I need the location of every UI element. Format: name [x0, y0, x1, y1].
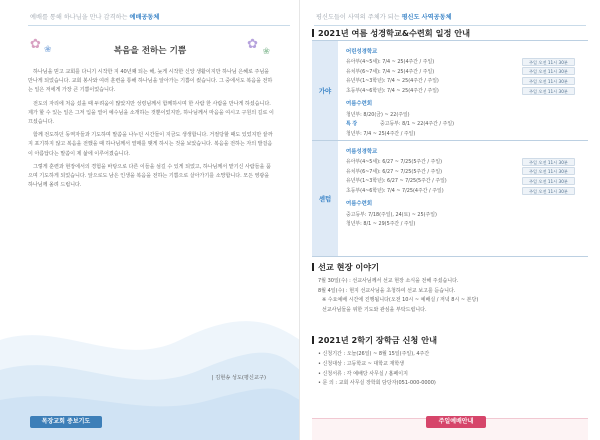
- schedule-line: [346, 76, 582, 86]
- group-title: 여름성경학교: [346, 149, 378, 155]
- paragraph: 그렇게 훈련과 현장에서의 경험을 바탕으로 다른 이들을 섬길 수 있게 되었고, 하나님께서 맡기신 사람들을 품으며 기도하게 되었습니다. 앞으로도 남은 인생을 복음을 전하는 기쁨으로 살아가기를 소망합니다. 모든 영광을 하나님께 올려 드립니다.: [28, 163, 271, 189]
- list-item: 8월 4일(수) : 현지 선교사님을 초청하여 선교 보고를 듣습니다.: [318, 287, 456, 294]
- time-badge: 주일 오전 11시 30분: [522, 167, 575, 175]
- schedule-line: [346, 109, 582, 119]
- schedule-text: 초등부(4~6학년): 7/4 ~ 25(4주간 / 주일): [346, 88, 439, 95]
- time-badge: 주일 오전 11시 30분: [522, 87, 575, 95]
- section-heading: [312, 262, 379, 273]
- heading-marker: [312, 336, 314, 344]
- page-title: 복음을 전하는 기쁨: [113, 46, 187, 56]
- schedule-text: 초등부(4~6학년): 7/4 ~ 7/25(4주간 / 주일): [346, 188, 444, 195]
- schedule-content: [338, 41, 588, 140]
- paragraph: 함께 전도하던 동역자들과 기도하며 말씀을 나누던 시간들이 지금도 생생합니다. 거절당할 때도 있었지만 끝까지 포기하지 않고 복음을 전했을 때 하나님께서 열매를 맺게 하시는 것을 보았습니다. 복음을 전하는 자의 발걸음이 아름답다는 말씀이 제 삶에 이루어졌습니다.: [28, 132, 273, 157]
- flower-icon: ✿: [30, 37, 41, 52]
- list-item: • 신청서류 : 각 예배당 사무실 / 홈페이지: [318, 370, 408, 377]
- list-item: 선교사님들을 위한 기도와 관심을 부탁드립니다.: [322, 306, 427, 313]
- list-item: • 문 의 : 교회 사무실 장학회 담당자(051-000-0000): [318, 380, 436, 387]
- time-badge: 주일 오전 11시 30분: [522, 58, 575, 66]
- time-badge: 주일 오전 11시 30분: [522, 177, 575, 185]
- schedule-text: 청년부: 7/4 ~ 25(4주간 / 주일): [346, 130, 416, 137]
- schedule-line: [346, 86, 582, 96]
- paragraph: 하나님을 믿고 교회를 다니기 시작한 지 40년째 되는 해, 늦게 시작한 신앙 생활이지만 하나님 은혜로 주님을 만나게 되었습니다. 교회 봉사와 여러 훈련을 통해 하나님을 알아가는 기쁨이 컸습니다. 그 중에서도 복음을 전하는 일은 저에게 가장 큰 기쁨이었습니다.: [28, 69, 273, 94]
- group-title: 여름수련회: [346, 101, 373, 108]
- heading-marker: [312, 263, 314, 271]
- schedule-text: 유치부(6~7세): 7/4 ~ 25(4주간 / 주일): [346, 68, 435, 75]
- flower-icon: ❀: [262, 47, 270, 57]
- schedule-line: [346, 167, 582, 177]
- schedule-line: [346, 186, 582, 196]
- schedule-text: 중고등부: 8/1 ~ 22(4주간 / 주일): [380, 121, 454, 128]
- schedule-text: 유치부(6~7세): 6/27 ~ 7/25(5주간 / 주일): [346, 168, 442, 175]
- running-head-bold: 평신도 사역공동체: [401, 14, 452, 21]
- group-title: 여름수련회: [346, 201, 373, 208]
- running-head-text: 평신도들이 사역의 주체가 되는: [316, 14, 400, 21]
- list-item: • 신청대상 : 고등학교 ~ 대학교 재학생: [318, 360, 404, 367]
- schedule-text: 유년부(1~3학년): 6/27 ~ 7/25(5주간 / 주일): [346, 178, 447, 185]
- heading-text: 2021년 2학기 장학금 신청 안내: [318, 335, 437, 345]
- article-body: [28, 68, 274, 194]
- schedule-line: [346, 57, 582, 67]
- worship-section-label: 주일예배안내: [426, 416, 486, 428]
- time-badge: 주일 오전 11시 30분: [522, 187, 575, 195]
- divider: [314, 25, 586, 26]
- list-item: • 신청기간 : 오늘(26일) ~ 8월 15일(주일), 4주간: [318, 351, 430, 357]
- schedule-text: 유년부(1~3학년): 7/4 ~ 25(4주간 / 주일): [346, 78, 439, 85]
- schedule-line: [346, 219, 582, 229]
- schedule-line: [346, 129, 582, 139]
- running-head-bold: 예배공동체: [129, 14, 160, 21]
- heading-text: 2021년 여름 성경학교&수련회 일정 안내: [318, 28, 471, 38]
- group-title: 어린성경학교: [346, 49, 378, 55]
- schedule-line: [346, 157, 582, 167]
- prayer-section-label: 목장교회 중보기도: [30, 416, 102, 428]
- schedule-line: [346, 67, 582, 77]
- signature: | 김현송 성도(평신교구): [211, 375, 266, 381]
- time-badge: 주일 오전 11시 30분: [522, 77, 575, 85]
- running-head-text: 예배를 통해 하나님을 만나 감격하는: [30, 14, 128, 21]
- schedule-text: 유아부(4~5세): 6/27 ~ 7/25(5주간 / 주일): [346, 159, 442, 166]
- divider: [28, 25, 290, 26]
- schedule-line: [346, 119, 582, 129]
- heading-marker: [312, 29, 314, 37]
- time-badge: 주일 오전 11시 30분: [522, 67, 575, 75]
- schedule-text: 중고등부: 7/18(주일), 24(토) ~ 25(주일): [346, 211, 437, 218]
- campus-label: 센텀: [312, 141, 338, 256]
- list-item: 7월 30일(수) : 선교사님께서 선교 현장 소식을 전해 주셨습니다.: [318, 278, 459, 284]
- section-heading: [312, 335, 437, 346]
- scholarship-list: [318, 350, 588, 389]
- flower-icon: ❀: [44, 45, 52, 55]
- schedule-row: [312, 141, 588, 257]
- inline-label: 특 강: [346, 121, 358, 128]
- list-item: ※ 수요예배 시간에 진행됩니다(오전 10시 ~ 예배실 / 저녁 8시 ~ 본당): [322, 297, 479, 304]
- running-head: [30, 12, 159, 21]
- flower-icon: ✿: [247, 37, 258, 52]
- right-page: [300, 0, 600, 440]
- paragraph: 전도의 자리에 처음 섰을 때 두려움이 많았지만 성령님께서 함께하시며 한 사람 한 사람을 만나게 하셨습니다. 제가 할 수 있는 일은 그저 입을 열어 예수님을 소개하는 것뿐이었지만, 하나님께서 마음을 여시고 구원의 길로 이끄셨습니다.: [28, 100, 274, 126]
- schedule-text: 유아부(4~5세): 7/4 ~ 25(4주간 / 주일): [346, 59, 435, 66]
- schedule-line: [346, 176, 582, 186]
- heading-text: 선교 현장 이야기: [318, 262, 380, 272]
- section-heading: [312, 28, 470, 39]
- time-badge: 주일 오전 11시 30분: [522, 158, 575, 166]
- schedule-line: [346, 209, 582, 219]
- schedule-content: [338, 141, 588, 256]
- running-head: [316, 12, 452, 21]
- campus-label: 가야: [312, 41, 338, 140]
- schedule-text: 청년부: 8/20(금) ~ 22(주일): [346, 111, 410, 118]
- schedule-row: [312, 41, 588, 141]
- mission-list: [318, 277, 588, 315]
- schedule-text: 청년부: 8/1 ~ 29(5주간 / 주일): [346, 221, 416, 228]
- schedule-table: [312, 40, 588, 257]
